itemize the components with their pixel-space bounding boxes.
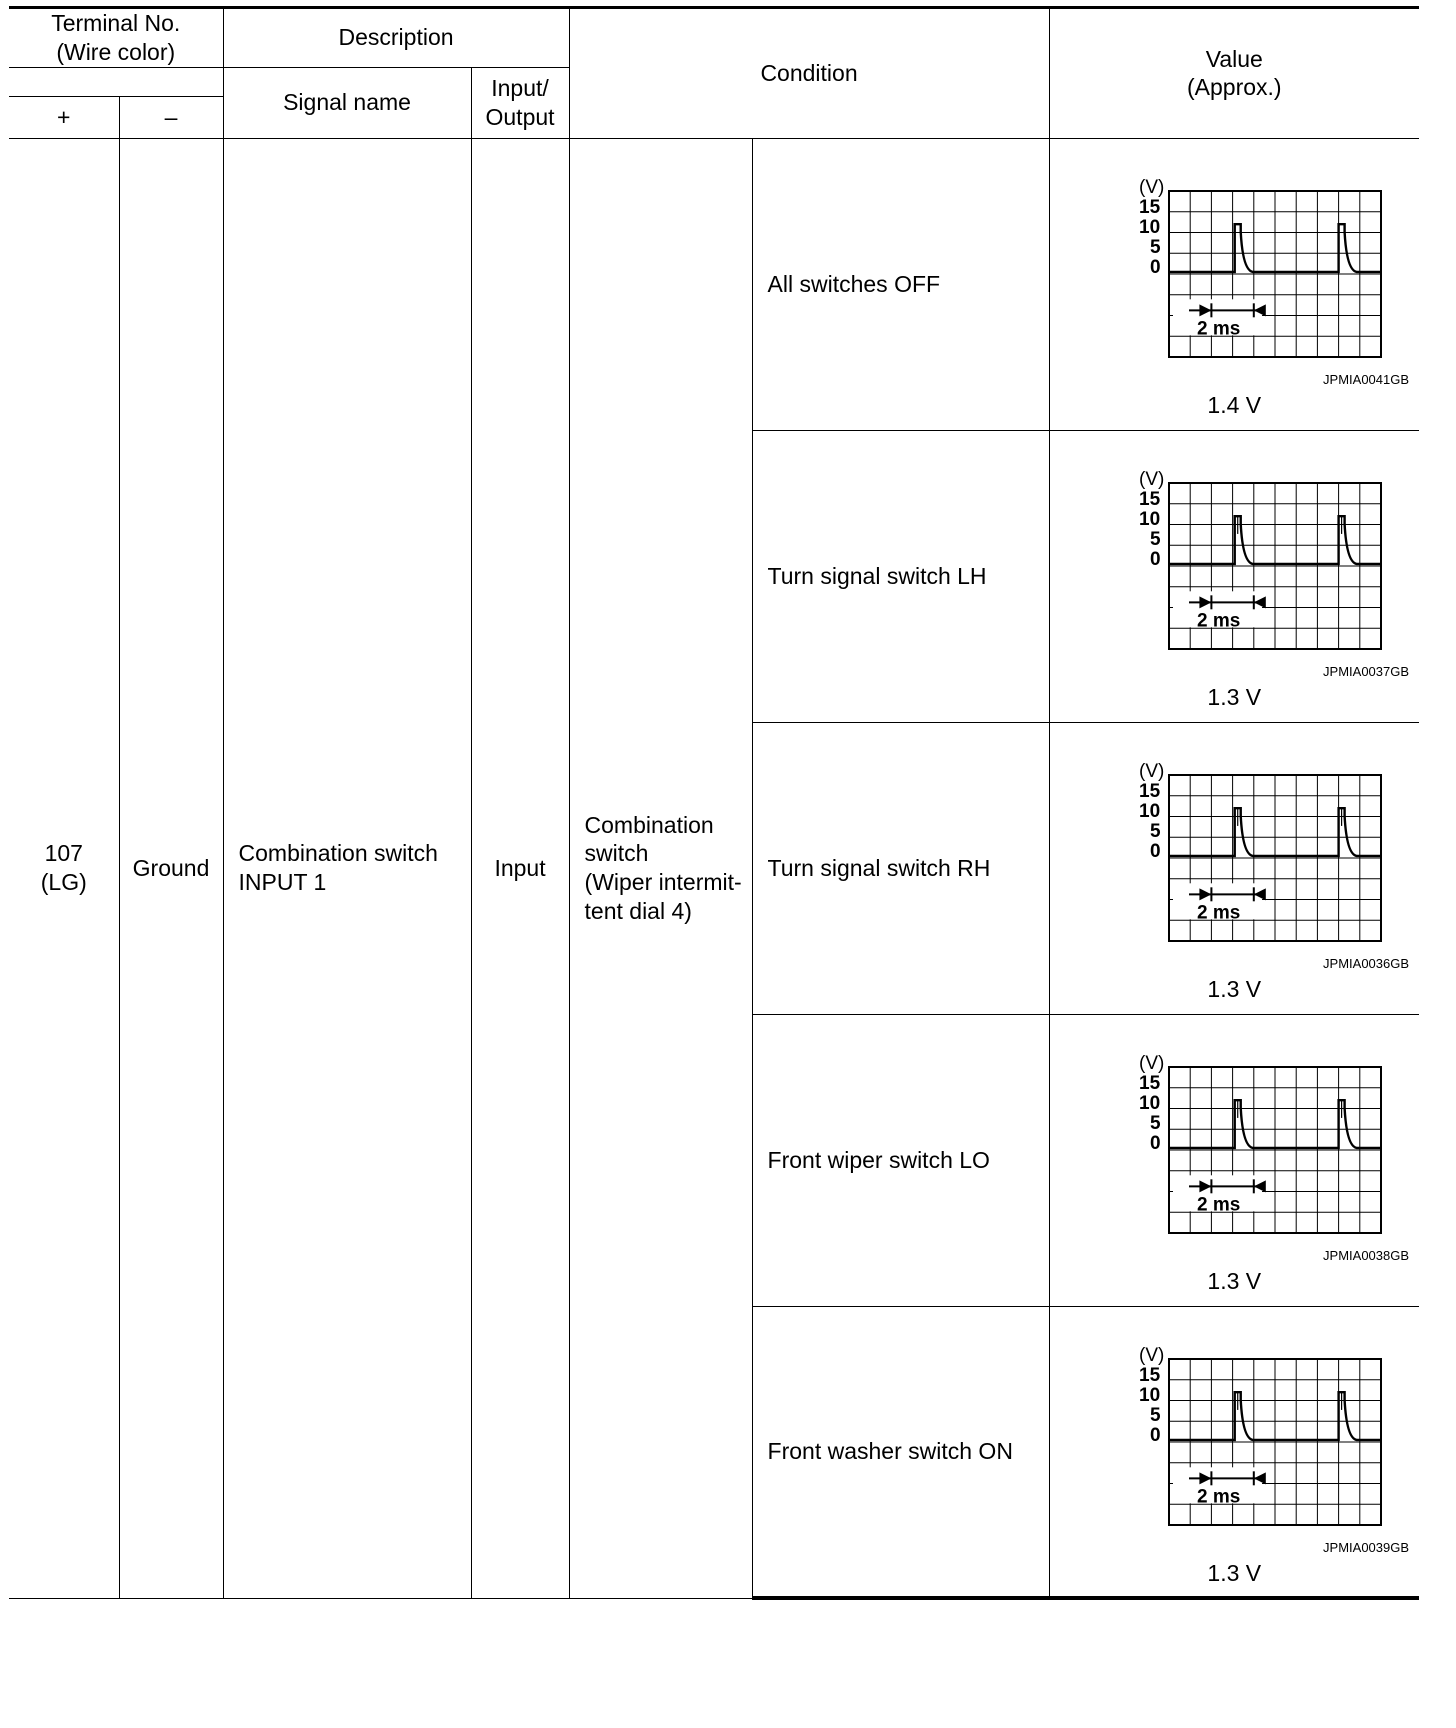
waveform-cell bbox=[1049, 1014, 1419, 1306]
y-tick-15: 15 bbox=[1138, 488, 1160, 510]
wire-color-label: (Wire color) bbox=[56, 38, 176, 65]
waveform-cell bbox=[1049, 430, 1419, 722]
figure-id: JPMIA0036GB bbox=[1323, 955, 1410, 971]
signal-name-line-1: Combination switch bbox=[238, 840, 438, 867]
time-scale-label: 2 ms bbox=[1196, 609, 1240, 631]
time-scale-marker bbox=[1173, 1175, 1266, 1215]
io-cell: Input bbox=[471, 138, 569, 1598]
time-scale-marker bbox=[1173, 883, 1266, 923]
condition-line-1: Combination bbox=[584, 811, 714, 838]
terminal-plus-cell bbox=[9, 138, 119, 1598]
sub-condition-cell: All switches OFF bbox=[752, 138, 1049, 430]
y-tick-5: 5 bbox=[1149, 1112, 1161, 1134]
terminal-minus-cell: Ground bbox=[119, 138, 223, 1598]
waveform-container bbox=[1050, 723, 1420, 1014]
y-tick-5: 5 bbox=[1149, 820, 1161, 842]
y-unit-label: (V) bbox=[1138, 1052, 1164, 1074]
y-tick-5: 5 bbox=[1149, 1404, 1161, 1426]
y-tick-10: 10 bbox=[1138, 508, 1160, 530]
y-tick-15: 15 bbox=[1138, 196, 1160, 218]
waveform-chart bbox=[1090, 759, 1420, 949]
waveform-cell bbox=[1049, 722, 1419, 1014]
input-output-label-2: Output bbox=[485, 103, 555, 130]
signal-name-cell bbox=[223, 138, 471, 1598]
sub-condition-cell: Front wiper switch LO bbox=[752, 1014, 1049, 1306]
value-label: Value bbox=[1205, 45, 1263, 72]
terminal-number: 107 bbox=[44, 840, 83, 867]
condition-header: Condition bbox=[569, 8, 1049, 139]
measured-value: 1.3 V bbox=[1207, 683, 1262, 710]
minus-header: – bbox=[119, 96, 223, 138]
condition-line-3: (Wiper intermit- bbox=[584, 869, 742, 895]
y-tick-15: 15 bbox=[1138, 780, 1160, 802]
value-header bbox=[1049, 8, 1419, 139]
time-scale-label: 2 ms bbox=[1196, 1193, 1240, 1215]
plus-header: + bbox=[9, 96, 119, 138]
y-unit-label: (V) bbox=[1138, 468, 1164, 490]
terminal-no-label: Terminal No. bbox=[51, 10, 181, 36]
waveform-container bbox=[1050, 1307, 1420, 1597]
figure-id: JPMIA0037GB bbox=[1323, 663, 1410, 679]
condition-cell bbox=[569, 138, 752, 1598]
y-tick-10: 10 bbox=[1138, 216, 1160, 238]
waveform-chart bbox=[1090, 1051, 1420, 1241]
approx-label: (Approx.) bbox=[1186, 74, 1282, 101]
table-row bbox=[9, 138, 1419, 430]
measured-value: 1.4 V bbox=[1207, 391, 1262, 418]
y-tick-5: 5 bbox=[1149, 236, 1161, 258]
time-scale-marker bbox=[1173, 299, 1266, 339]
y-tick-10: 10 bbox=[1138, 1092, 1160, 1114]
waveform-chart bbox=[1090, 467, 1420, 657]
waveform-container bbox=[1050, 431, 1420, 722]
y-tick-0: 0 bbox=[1149, 548, 1161, 570]
y-unit-label: (V) bbox=[1138, 176, 1164, 198]
y-tick-5: 5 bbox=[1149, 528, 1161, 550]
y-tick-15: 15 bbox=[1138, 1072, 1160, 1094]
y-tick-10: 10 bbox=[1138, 800, 1160, 822]
terminal-spec-table bbox=[9, 6, 1419, 1600]
waveform-cell bbox=[1049, 1306, 1419, 1598]
condition-line-4: tent dial 4) bbox=[584, 897, 692, 924]
figure-id: JPMIA0041GB bbox=[1323, 371, 1410, 387]
time-scale-label: 2 ms bbox=[1196, 317, 1240, 339]
waveform-chart bbox=[1090, 175, 1420, 365]
time-scale-label: 2 ms bbox=[1196, 901, 1240, 923]
signal-name-header: Signal name bbox=[223, 67, 471, 138]
measured-value: 1.3 V bbox=[1207, 1267, 1262, 1294]
time-scale-marker bbox=[1173, 591, 1266, 631]
figure-id: JPMIA0038GB bbox=[1323, 1247, 1410, 1263]
y-tick-15: 15 bbox=[1138, 1364, 1160, 1386]
waveform-cell bbox=[1049, 138, 1419, 430]
y-unit-label: (V) bbox=[1138, 760, 1164, 782]
input-output-header bbox=[471, 67, 569, 138]
y-tick-0: 0 bbox=[1149, 840, 1161, 862]
description-header: Description bbox=[223, 8, 569, 68]
signal-name-line-2: INPUT 1 bbox=[238, 869, 327, 895]
figure-id: JPMIA0039GB bbox=[1323, 1539, 1410, 1555]
measured-value: 1.3 V bbox=[1207, 975, 1262, 1002]
sub-condition-cell: Turn signal switch RH bbox=[752, 722, 1049, 1014]
terminal-no-header bbox=[9, 8, 223, 68]
y-tick-0: 0 bbox=[1149, 256, 1161, 278]
waveform-container bbox=[1050, 139, 1420, 430]
measured-value: 1.3 V bbox=[1207, 1559, 1262, 1586]
time-scale-label: 2 ms bbox=[1196, 1485, 1240, 1507]
sub-condition-cell: Front washer switch ON bbox=[752, 1306, 1049, 1598]
waveform-container bbox=[1050, 1015, 1420, 1306]
terminal-no-header-cont bbox=[9, 67, 223, 96]
y-unit-label: (V) bbox=[1138, 1344, 1164, 1366]
y-tick-10: 10 bbox=[1138, 1384, 1160, 1406]
input-output-label-1: Input/ bbox=[491, 74, 549, 101]
waveform-chart bbox=[1090, 1343, 1420, 1533]
y-tick-0: 0 bbox=[1149, 1424, 1161, 1446]
terminal-wire-color: (LG) bbox=[40, 869, 87, 895]
y-tick-0: 0 bbox=[1149, 1132, 1161, 1154]
time-scale-marker bbox=[1173, 1467, 1266, 1507]
sub-condition-cell: Turn signal switch LH bbox=[752, 430, 1049, 722]
condition-line-2: switch bbox=[584, 840, 649, 867]
